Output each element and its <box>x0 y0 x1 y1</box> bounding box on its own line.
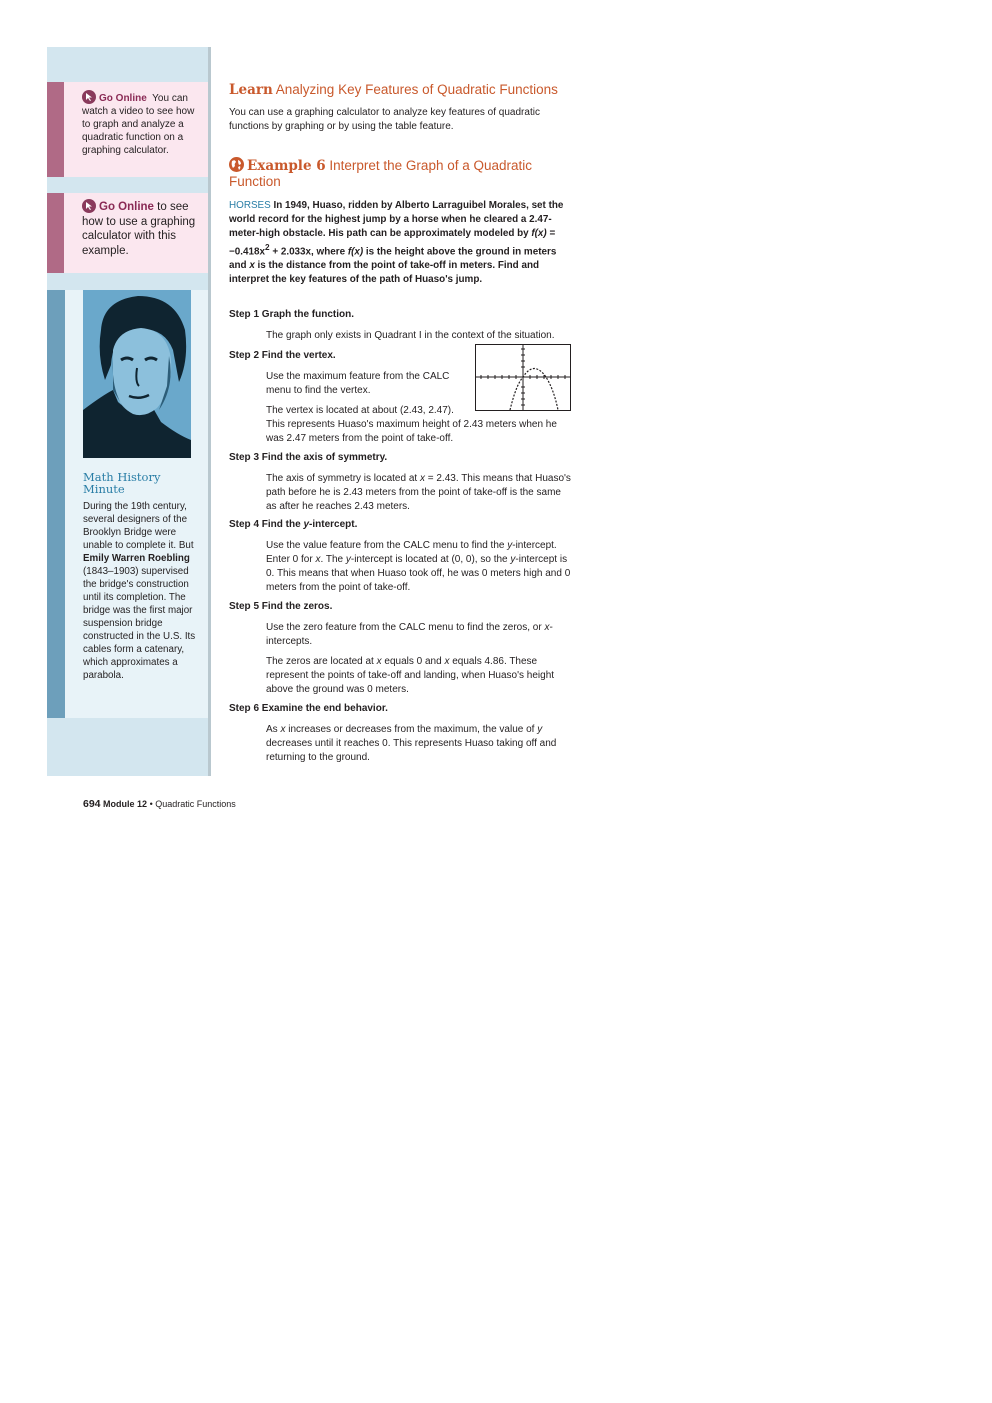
learn-intro: You can use a graphing calculator to analyze key features of quadratic functions by graphing or by using the table feature. <box>229 107 540 132</box>
step-6-heading: Step 6 Examine the end behavior. <box>229 703 388 714</box>
step-6-text: As x increases or decreases from the maximum, the value of y decreases until it reaches 0. This represents Huaso taking off and returning to the ground. <box>266 724 557 763</box>
go-online-callout-example[interactable] <box>47 193 208 273</box>
step-2-interpretation: This represents Huaso's maximum height of 2.43 meters when he was 2.47 meters from the point of take-off. <box>266 419 557 444</box>
cursor-icon <box>82 199 96 213</box>
go-online-callout-video[interactable] <box>47 82 208 177</box>
step-2-heading: Step 2 Find the vertex. <box>229 350 336 361</box>
math-history-body: During the 19th century, several designers of the Brooklyn Bridge were unable to complete it. But Emily Warren Roebling (1843–1903) supervised the bridge's construction until its completion. The bridge was the first major suspension bridge constructed in the U.S. Its cables form a catenary, which approximates a parabola. <box>83 501 196 681</box>
step-3-text: The axis of symmetry is located at x = 2.43. This means that Huaso's path before he is 2.43 meters from the point of take-off is the same as after he reaches 2.43 meters. <box>266 473 571 512</box>
example-heading: Example 6 Interpret the Graph of a Quadratic Function <box>229 158 533 189</box>
calculator-graph <box>475 344 571 411</box>
sidebar-divider <box>208 47 211 776</box>
callout-text: Go Online You can watch a video to see how to graph and analyze a quadratic function on a graphing calculator. <box>82 90 200 157</box>
go-online-link[interactable]: Go Online <box>99 93 147 104</box>
step-1-heading: Step 1 Graph the function. <box>229 309 355 320</box>
globe-icon <box>229 157 244 172</box>
module-label: Module 12 <box>103 799 148 809</box>
callout-accent-bar <box>47 82 64 177</box>
step-5-zeros: The zeros are located at x equals 0 and x equals 4.86. These represent the points of take-off and landing, when Huaso's height above the ground was 0 meters. <box>266 656 555 695</box>
step-5-text: Use the zero feature from the CALC menu to find the zeros, or x-intercepts. <box>266 622 553 647</box>
history-accent-bar <box>47 290 65 718</box>
math-history-title: Math History Minute <box>83 470 161 496</box>
page-footer: 694 Module 12 • Quadratic Functions <box>83 798 236 810</box>
step-4-text: Use the value feature from the CALC menu to find the y-intercept. Enter 0 for x. The y-intercept is located at (0, 0), so the y-intercept is 0. This means that when Huaso took off, he was 0 meters high and 0 meters from the point of take-off. <box>266 540 571 593</box>
callout-accent-bar <box>47 193 64 273</box>
learn-heading: Learn Analyzing Key Features of Quadratic Functions <box>229 82 558 98</box>
go-online-link[interactable]: Go Online <box>99 201 154 213</box>
step-3-heading: Step 3 Find the axis of symmetry. <box>229 452 388 463</box>
example-problem: HORSES In 1949, Huaso, ridden by Alberto Larraguibel Morales, set the world record for the highest jump by a horse when he cleared a 2.47-meter-high obstacle. His path can be approximately modeled by $f(x) = -0.418x^2 + 2.033x$, where f(x) is the height above the ground in meters and x is the distance from the point of take-off in meters. Find and interpret the key features of the path of Huaso's jump. <box>229 200 564 286</box>
step-4-heading: Step 4 Find the y-intercept. <box>229 519 358 530</box>
portrait-emily-roebling <box>83 290 191 458</box>
step-5-heading: Step 5 Find the zeros. <box>229 601 333 612</box>
step-2-vertex: The vertex is located at about (2.43, 2.47). <box>266 405 454 416</box>
module-title: Quadratic Functions <box>155 799 236 809</box>
step-1-text: The graph only exists in Quadrant I in the context of the situation. <box>266 330 555 341</box>
callout-text: Go Online to see how to use a graphing calculator with this example. <box>82 201 196 257</box>
page-number: 694 <box>83 798 101 810</box>
cursor-icon <box>82 90 96 104</box>
step-2-text: Use the maximum feature from the CALC menu to find the vertex. <box>266 371 450 396</box>
parabola-curve <box>510 369 558 411</box>
